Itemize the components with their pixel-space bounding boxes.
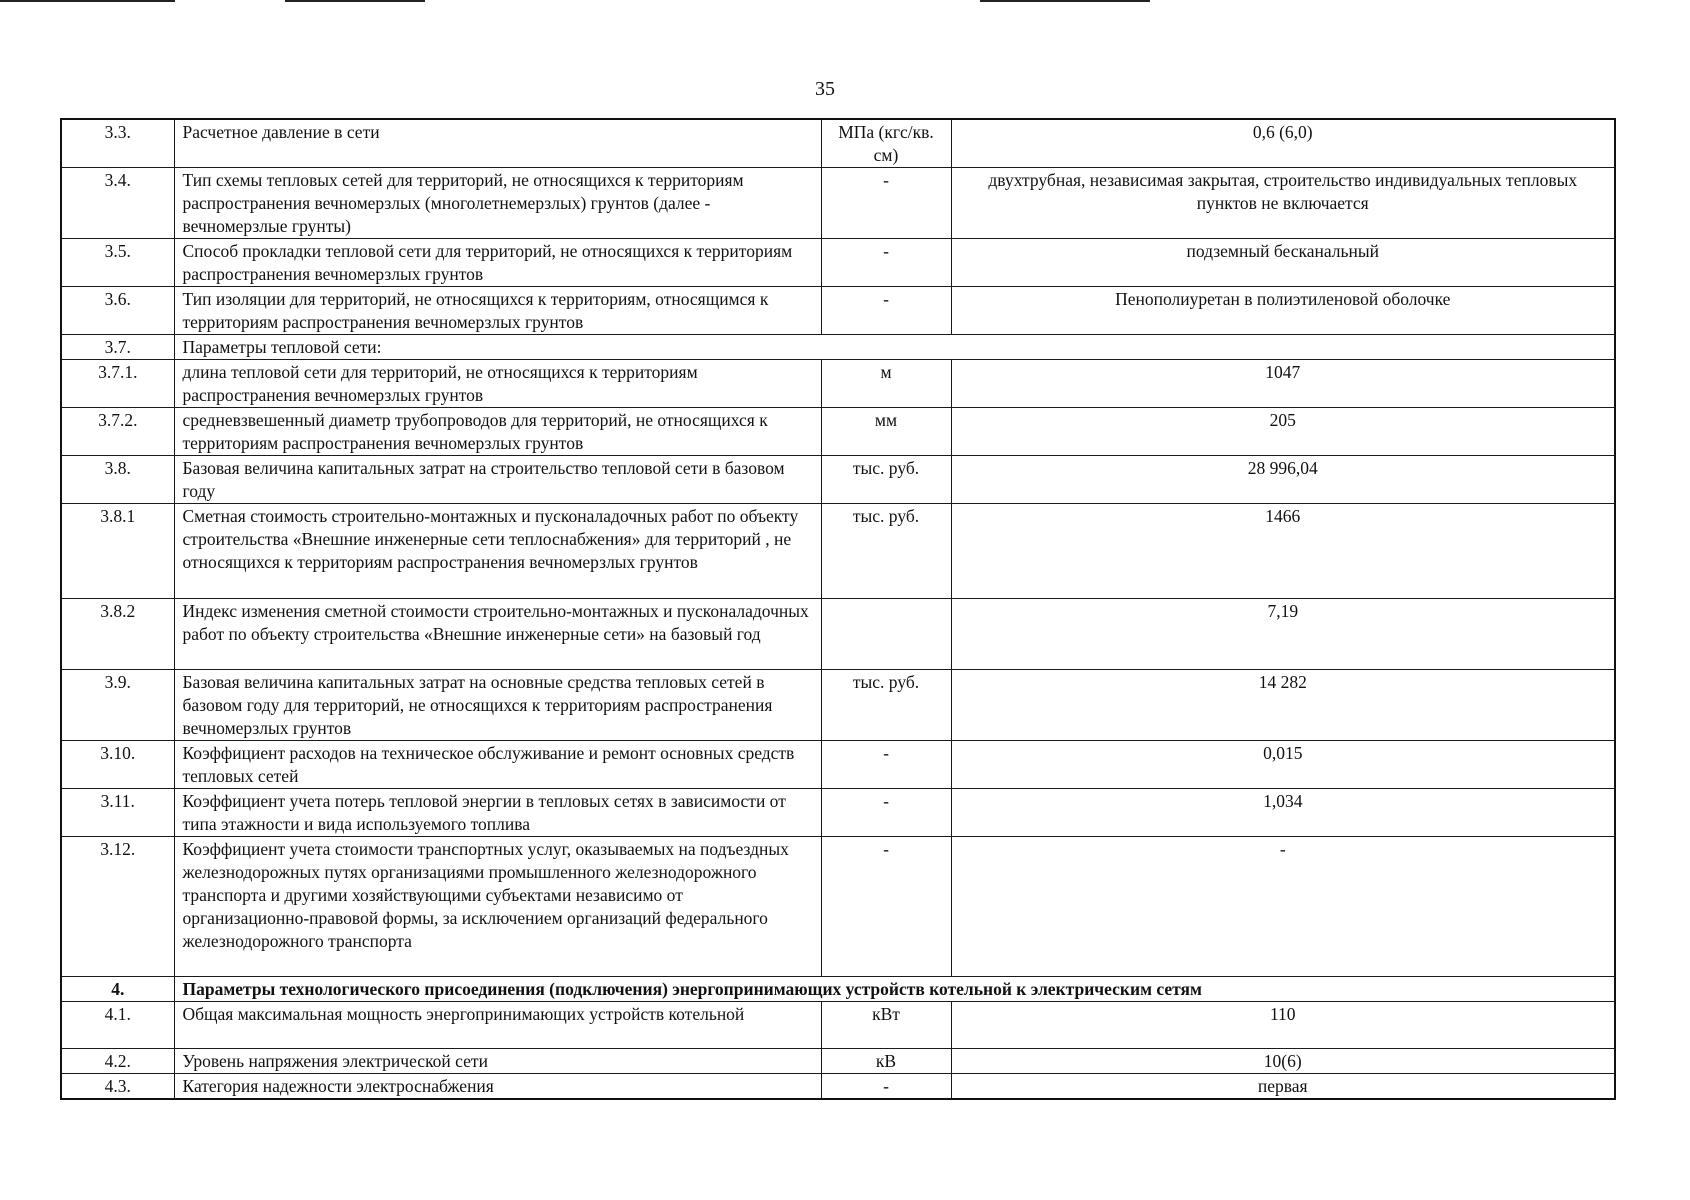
row-unit — [821, 335, 951, 360]
row-description: Общая максимальная мощность энергопринимающих устройств котельной — [174, 1002, 821, 1049]
row-unit: м — [821, 360, 951, 408]
row-unit: кВ — [821, 1049, 951, 1074]
row-number: 3.7.2. — [61, 408, 174, 456]
table-row — [61, 119, 1615, 168]
section-title: Параметры технологического присоединения (подключения) энергопринимающих устройств котельной к электрическим сетям — [174, 977, 1615, 1002]
row-value: 0,015 — [951, 741, 1615, 789]
parameters-table — [60, 118, 1616, 1100]
row-description: Способ прокладки тепловой сети для территорий, не относящихся к территориям распространения вечномерзлых грунтов — [174, 239, 821, 287]
table-row — [61, 335, 1615, 360]
table-row — [61, 287, 1615, 335]
row-unit: - — [821, 741, 951, 789]
row-value: 10(6) — [951, 1049, 1615, 1074]
row-description: длина тепловой сети для территорий, не относящихся к территориям распространения вечномерзлых грунтов — [174, 360, 821, 408]
row-value: 1,034 — [951, 789, 1615, 837]
row-number: 3.12. — [61, 837, 174, 977]
row-unit: тыс. руб. — [821, 670, 951, 741]
row-unit: - — [821, 837, 951, 977]
row-value: 0,6 (6,0) — [951, 119, 1615, 168]
row-unit: тыс. руб. — [821, 456, 951, 504]
scan-artifact-line — [285, 0, 425, 2]
section-number: 4. — [61, 977, 174, 1002]
table-row — [61, 504, 1615, 599]
row-number: 3.11. — [61, 789, 174, 837]
table-row — [61, 741, 1615, 789]
row-unit: мм — [821, 408, 951, 456]
row-value — [951, 335, 1615, 360]
row-description: Уровень напряжения электрической сети — [174, 1049, 821, 1074]
row-number: 3.8.1 — [61, 504, 174, 599]
row-description: Базовая величина капитальных затрат на строительство тепловой сети в базовом году — [174, 456, 821, 504]
scan-artifact-line — [0, 0, 175, 2]
row-description: Коэффициент учета стоимости транспортных услуг, оказываемых на подъездных железнодорожных путях организациями промышленного железнодорожного транспорта и другими хозяйствующими субъектами независимо от организационно-правовой формы, за исключением организаций федерального железнодорожного транспорта — [174, 837, 821, 977]
row-description: Сметная стоимость строительно-монтажных и пусконаладочных работ по объекту строительства «Внешние инженерные сети теплоснабжения» для территорий , не относящихся к территориям распространения вечномерзлых грунтов — [174, 504, 821, 599]
row-number: 3.4. — [61, 168, 174, 239]
row-value: 205 — [951, 408, 1615, 456]
row-value: 110 — [951, 1002, 1615, 1049]
row-description: Тип схемы тепловых сетей для территорий, не относящихся к территориям распространения вечномерзлых (многолетнемерзлых) грунтов (далее - вечномерзлые грунты) — [174, 168, 821, 239]
row-number: 3.8.2 — [61, 599, 174, 670]
row-unit: тыс. руб. — [821, 504, 951, 599]
row-unit: - — [821, 1074, 951, 1100]
row-value: - — [951, 837, 1615, 977]
row-number: 3.3. — [61, 119, 174, 168]
table-row — [61, 1074, 1615, 1100]
row-number: 3.6. — [61, 287, 174, 335]
row-number: 3.5. — [61, 239, 174, 287]
row-unit: - — [821, 287, 951, 335]
table-row — [61, 408, 1615, 456]
section-heading-row — [61, 977, 1615, 1002]
row-unit: кВт — [821, 1002, 951, 1049]
table-row — [61, 599, 1615, 670]
row-value: 28 996,04 — [951, 456, 1615, 504]
row-value: подземный бесканальный — [951, 239, 1615, 287]
row-description: Индекс изменения сметной стоимости строительно-монтажных и пусконаладочных работ по объекту строительства «Внешние инженерные сети» на базовый год — [174, 599, 821, 670]
row-description: Тип изоляции для территорий, не относящихся к территориям, относящимся к территориям распространения вечномерзлых грунтов — [174, 287, 821, 335]
row-description: средневзвешенный диаметр трубопроводов для территорий, не относящихся к территориям распространения вечномерзлых грунтов — [174, 408, 821, 456]
row-description: Коэффициент расходов на техническое обслуживание и ремонт основных средств тепловых сетей — [174, 741, 821, 789]
row-value: 7,19 — [951, 599, 1615, 670]
row-unit — [821, 599, 951, 670]
row-value: первая — [951, 1074, 1615, 1100]
row-description: Коэффициент учета потерь тепловой энергии в тепловых сетях в зависимости от типа этажности и вида используемого топлива — [174, 789, 821, 837]
table-row — [61, 1002, 1615, 1049]
row-number: 4.1. — [61, 1002, 174, 1049]
table-row — [61, 670, 1615, 741]
row-unit: - — [821, 789, 951, 837]
table-row — [61, 837, 1615, 977]
row-unit: - — [821, 239, 951, 287]
row-description: Расчетное давление в сети — [174, 119, 821, 168]
scan-artifact-line — [980, 0, 1150, 2]
row-number: 4.3. — [61, 1074, 174, 1100]
row-unit: МПа (кгс/кв. см) — [821, 119, 951, 168]
row-number: 3.10. — [61, 741, 174, 789]
row-value: Пенополиуретан в полиэтиленовой оболочке — [951, 287, 1615, 335]
row-number: 3.7.1. — [61, 360, 174, 408]
row-number: 3.7. — [61, 335, 174, 360]
row-number: 3.9. — [61, 670, 174, 741]
table-row — [61, 789, 1615, 837]
row-number: 4.2. — [61, 1049, 174, 1074]
row-description: Категория надежности электроснабжения — [174, 1074, 821, 1100]
row-value: 1466 — [951, 504, 1615, 599]
row-value: двухтрубная, независимая закрытая, строительство индивидуальных тепловых пунктов не включается — [951, 168, 1615, 239]
table-row — [61, 456, 1615, 504]
table-row — [61, 1049, 1615, 1074]
row-description: Базовая величина капитальных затрат на основные средства тепловых сетей в базовом году для территорий, не относящихся к территориям распространения вечномерзлых грунтов — [174, 670, 821, 741]
page-number: 35 — [815, 78, 835, 100]
table-row — [61, 239, 1615, 287]
row-description: Параметры тепловой сети: — [174, 335, 821, 360]
row-number: 3.8. — [61, 456, 174, 504]
row-value: 14 282 — [951, 670, 1615, 741]
table-row — [61, 168, 1615, 239]
row-value: 1047 — [951, 360, 1615, 408]
row-unit: - — [821, 168, 951, 239]
table-row — [61, 360, 1615, 408]
